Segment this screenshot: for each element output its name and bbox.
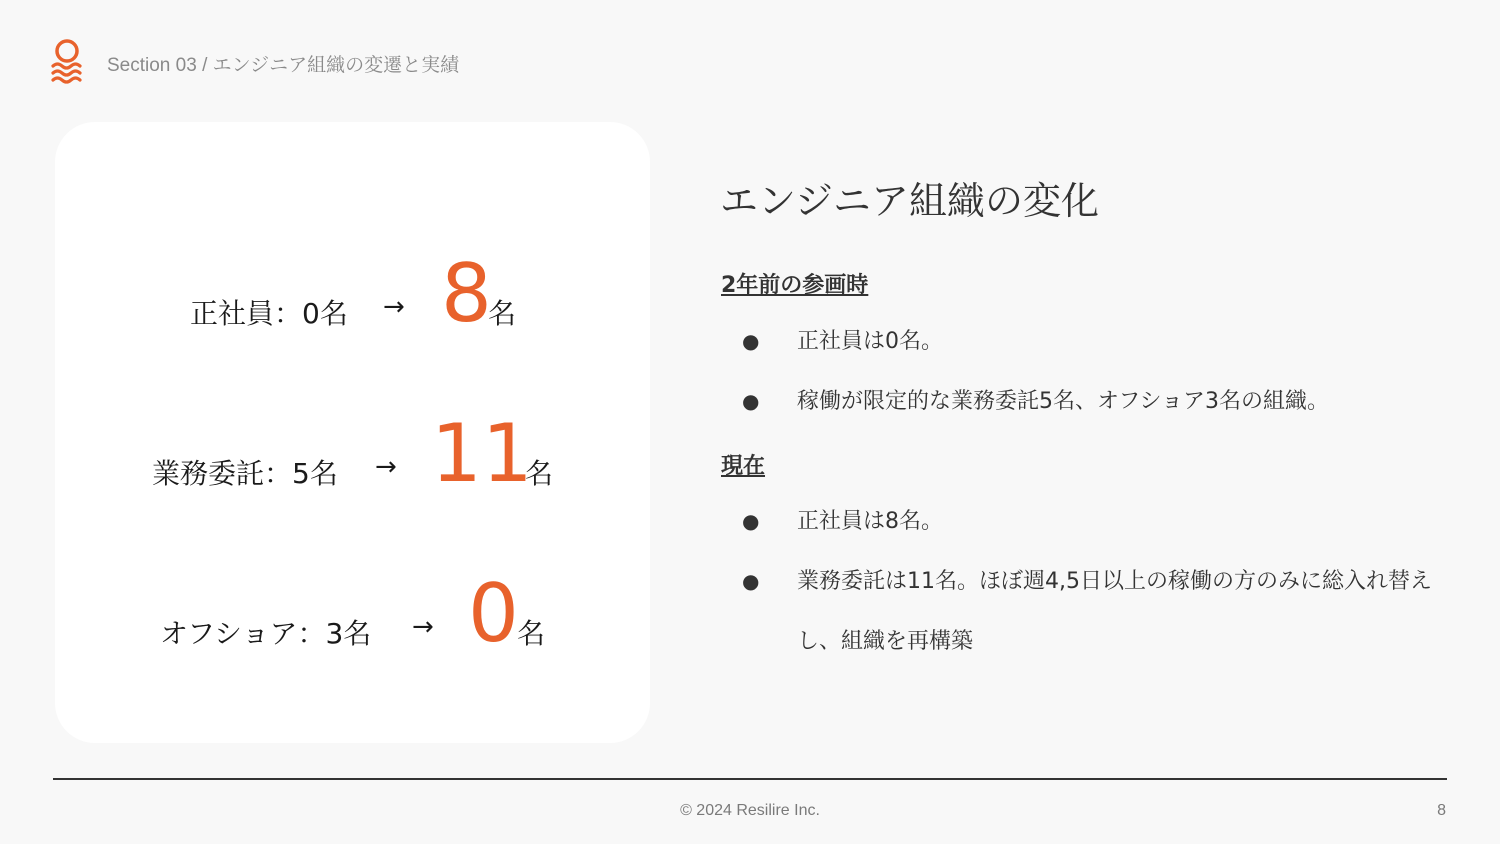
stat-value: 8 bbox=[441, 247, 492, 340]
stat-value: 0 bbox=[468, 567, 519, 660]
section-breadcrumb: Section 03 / エンジニア組織の変遷と実績 bbox=[107, 55, 460, 76]
now-heading: 現在 bbox=[721, 454, 766, 479]
copyright: © 2024 Resilire Inc. bbox=[680, 802, 820, 819]
company-logo-icon bbox=[50, 38, 84, 86]
arrow-icon: → bbox=[383, 292, 405, 322]
bullet-icon: ● bbox=[742, 389, 760, 413]
stat-label: 正社員：0名 bbox=[190, 297, 348, 330]
slide-title: エンジニア組織の変化 bbox=[720, 179, 1100, 223]
stat-unit: 名 bbox=[488, 297, 517, 330]
stat-unit: 名 bbox=[517, 617, 546, 650]
stat-row-fulltime bbox=[55, 247, 650, 352]
list-item-text: 正社員は8名。 bbox=[797, 509, 943, 534]
stats-card bbox=[55, 122, 650, 743]
stat-value: 11 bbox=[431, 407, 533, 500]
stat-row-contract bbox=[55, 407, 650, 512]
bullet-icon: ● bbox=[742, 509, 760, 533]
stat-row-offshore bbox=[55, 567, 650, 672]
stat-unit: 名 bbox=[525, 457, 554, 490]
stat-label: オフショア：3名 bbox=[160, 617, 372, 650]
footer-divider bbox=[53, 778, 1447, 780]
arrow-icon: → bbox=[412, 612, 434, 642]
stat-label: 業務委託：5名 bbox=[152, 457, 338, 490]
before-heading: 2年前の参画時 bbox=[721, 273, 869, 298]
list-item-text: 正社員は0名。 bbox=[797, 329, 943, 354]
list-item-text: 稼働が限定的な業務委託5名、オフショア3名の組織。 bbox=[797, 389, 1330, 414]
page-number: 8 bbox=[1437, 802, 1446, 819]
bullet-icon: ● bbox=[742, 569, 760, 593]
list-item-text: 業務委託は11名。ほぼ週4,5日以上の稼働の方のみに総入れ替えし、組織を再構築 bbox=[797, 569, 1432, 654]
bullet-icon: ● bbox=[742, 329, 760, 353]
arrow-icon: → bbox=[375, 452, 397, 482]
